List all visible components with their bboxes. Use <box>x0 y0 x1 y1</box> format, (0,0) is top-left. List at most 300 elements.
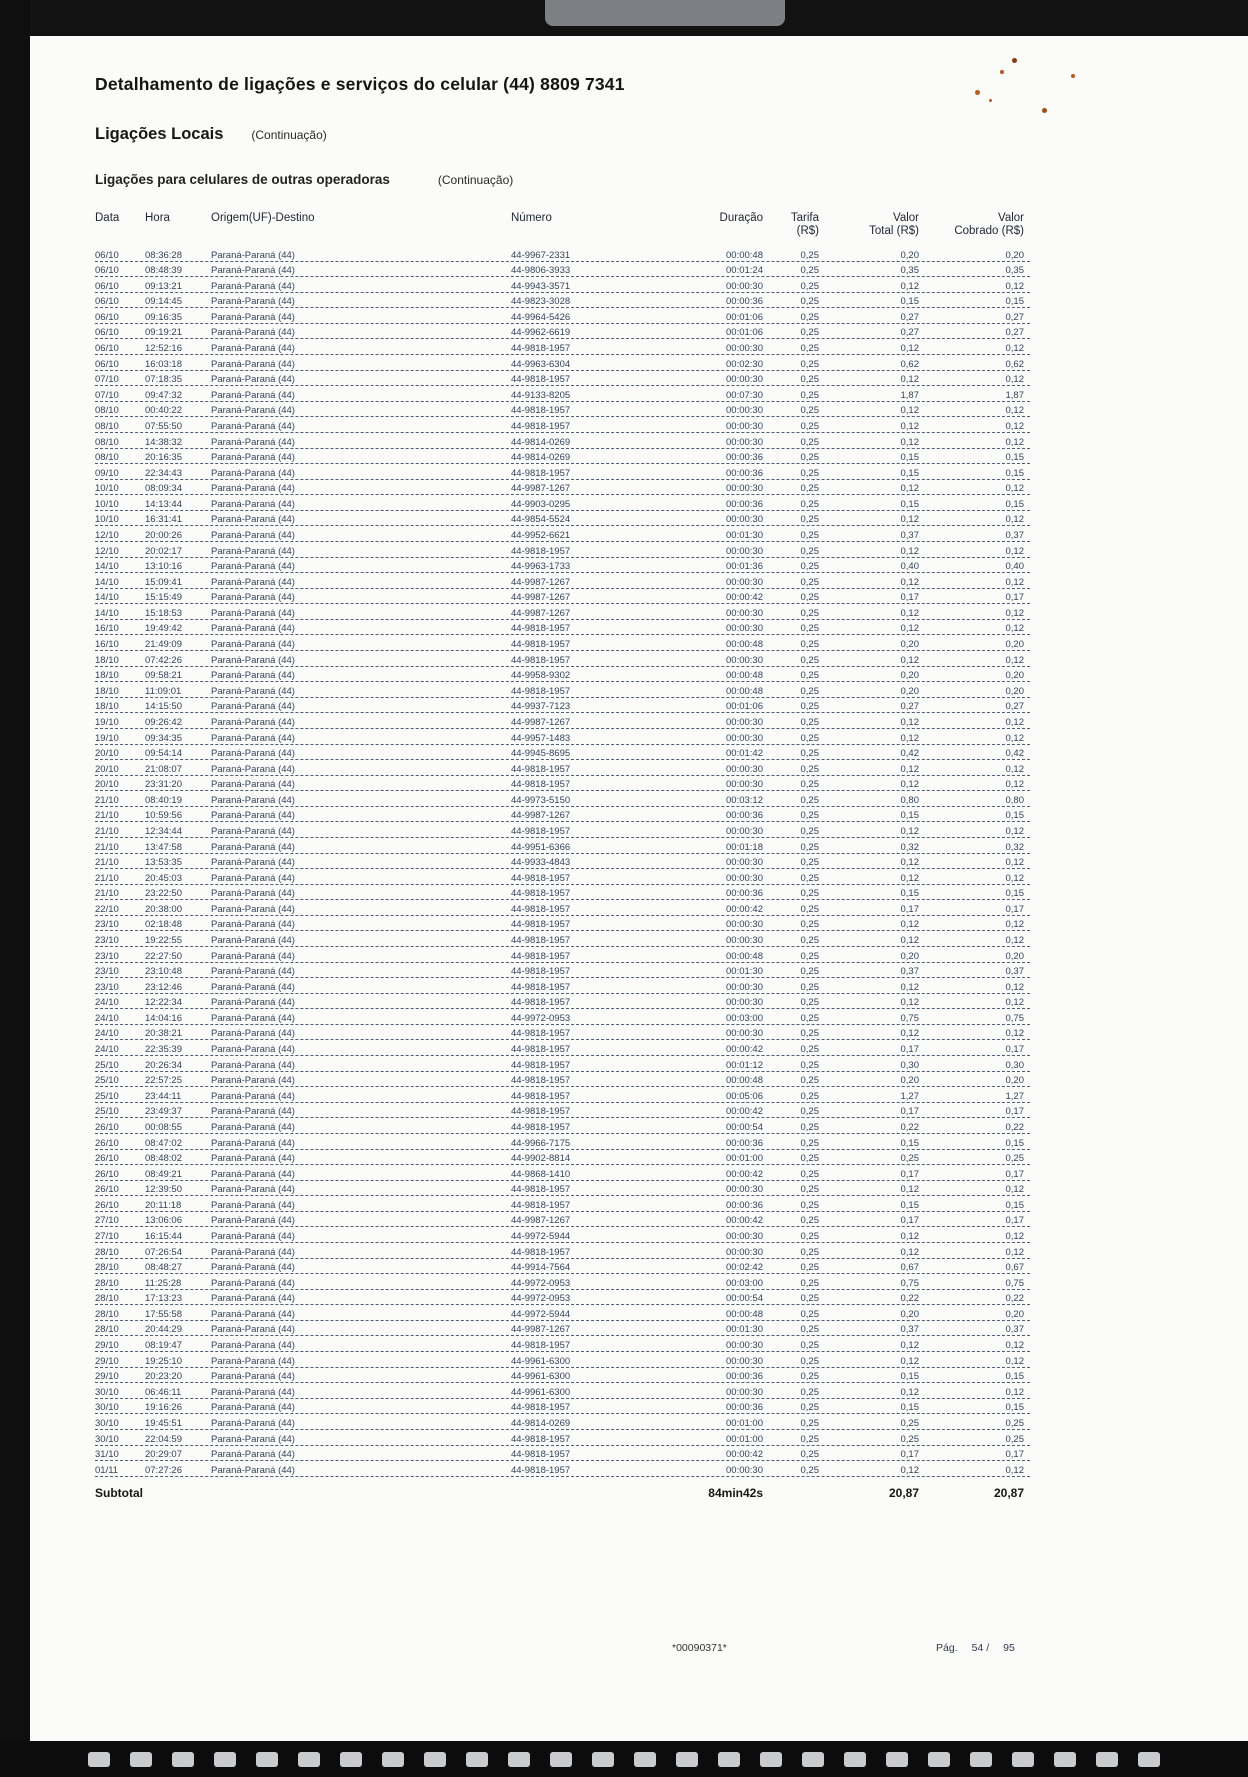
cell-tarifa: 0,25 <box>800 311 819 323</box>
cell-duracao: 00:00:48 <box>726 1075 763 1087</box>
cell-valor-total: 0,17 <box>900 1449 919 1461</box>
cell-hora: 08:48:02 <box>145 1153 182 1165</box>
cell-duracao: 00:00:30 <box>726 280 763 292</box>
cell-tarifa: 0,25 <box>800 1137 819 1149</box>
cell-valor-cobrado: 0,12 <box>1005 343 1024 355</box>
cell-tarifa: 0,25 <box>800 1168 819 1180</box>
cell-hora: 20:16:35 <box>145 452 182 464</box>
cell-valor-cobrado: 0,12 <box>1005 716 1024 728</box>
cell-origem: Paraná-Paraná (44) <box>211 1386 295 1398</box>
cell-data: 19/10 <box>95 716 119 728</box>
call-row <box>95 1227 1030 1243</box>
cell-duracao: 00:00:30 <box>726 1386 763 1398</box>
film-hole <box>256 1752 278 1767</box>
cell-valor-total: 0,62 <box>900 358 919 370</box>
cell-data: 18/10 <box>95 670 119 682</box>
cell-tarifa: 0,25 <box>800 810 819 822</box>
cell-origem: Paraná-Paraná (44) <box>211 732 295 744</box>
cell-valor-cobrado: 0,37 <box>1005 1324 1024 1336</box>
film-hole <box>550 1752 572 1767</box>
cell-duracao: 00:00:48 <box>726 950 763 962</box>
cell-duracao: 00:01:36 <box>726 561 763 573</box>
film-hole <box>88 1752 110 1767</box>
call-row <box>95 1103 1030 1119</box>
cell-valor-total: 0,17 <box>900 1215 919 1227</box>
cell-duracao: 00:00:30 <box>726 1355 763 1367</box>
cell-valor-cobrado: 0,12 <box>1005 280 1024 292</box>
cell-hora: 19:25:10 <box>145 1355 182 1367</box>
cell-origem: Paraná-Paraná (44) <box>211 1184 295 1196</box>
cell-numero: 44-9987-1267 <box>511 1324 571 1336</box>
cell-valor-cobrado: 0,12 <box>1005 623 1024 635</box>
cell-origem: Paraná-Paraná (44) <box>211 529 295 541</box>
cell-hora: 09:47:32 <box>145 389 182 401</box>
cell-tarifa: 0,25 <box>800 1153 819 1165</box>
cell-valor-cobrado: 0,20 <box>1005 670 1024 682</box>
cell-hora: 08:36:28 <box>145 249 182 261</box>
cell-valor-cobrado: 0,12 <box>1005 1386 1024 1398</box>
cell-hora: 00:40:22 <box>145 405 182 417</box>
cell-valor-total: 0,12 <box>900 654 919 666</box>
cell-tarifa: 0,25 <box>800 903 819 915</box>
cell-tarifa: 0,25 <box>800 1121 819 1133</box>
cell-tarifa: 0,25 <box>800 841 819 853</box>
cell-hora: 23:31:20 <box>145 779 182 791</box>
call-row <box>95 433 1030 449</box>
cell-data: 18/10 <box>95 701 119 713</box>
call-row <box>95 1383 1030 1399</box>
cell-valor-total: 0,75 <box>900 1277 919 1289</box>
film-hole <box>130 1752 152 1767</box>
orange-speck <box>1042 108 1047 113</box>
col-header-origem: Origem(UF)-Destino <box>211 212 315 224</box>
cell-valor-total: 0,15 <box>900 467 919 479</box>
cell-tarifa: 0,25 <box>800 576 819 588</box>
cell-origem: Paraná-Paraná (44) <box>211 343 295 355</box>
cell-valor-total: 0,12 <box>900 420 919 432</box>
cell-tarifa: 0,25 <box>800 1246 819 1258</box>
cell-numero: 44-9957-1483 <box>511 732 571 744</box>
cell-valor-total: 0,32 <box>900 841 919 853</box>
cell-data: 09/10 <box>95 467 119 479</box>
col-header-tarifa: Tarifa (R$) <box>790 212 819 237</box>
page-number: 54 / <box>971 1642 990 1654</box>
section-heading <box>95 125 327 144</box>
cell-tarifa: 0,25 <box>800 405 819 417</box>
call-row <box>95 776 1030 792</box>
cell-data: 08/10 <box>95 452 119 464</box>
cell-tarifa: 0,25 <box>800 1464 819 1476</box>
cell-tarifa: 0,25 <box>800 1355 819 1367</box>
call-row <box>95 308 1030 324</box>
cell-hora: 19:49:42 <box>145 623 182 635</box>
film-hole <box>1096 1752 1118 1767</box>
col-header-valor-total: Valor Total (R$) <box>869 212 919 237</box>
cell-origem: Paraná-Paraná (44) <box>211 1308 295 1320</box>
cell-hora: 20:11:18 <box>145 1199 182 1211</box>
cell-duracao: 00:00:48 <box>726 1308 763 1320</box>
call-row <box>95 947 1030 963</box>
cell-origem: Paraná-Paraná (44) <box>211 467 295 479</box>
cell-origem: Paraná-Paraná (44) <box>211 1355 295 1367</box>
cell-numero: 44-9818-1957 <box>511 1106 571 1118</box>
cell-valor-total: 0,12 <box>900 576 919 588</box>
cell-origem: Paraná-Paraná (44) <box>211 1449 295 1461</box>
cell-tarifa: 0,25 <box>800 794 819 806</box>
subtotal-valor-total: 20,87 <box>888 1485 919 1500</box>
cell-hora: 09:14:45 <box>145 296 182 308</box>
cell-numero: 44-9818-1957 <box>511 1433 571 1445</box>
cell-duracao: 00:00:30 <box>726 1340 763 1352</box>
cell-numero: 44-9814-0269 <box>511 452 571 464</box>
cell-data: 24/10 <box>95 1012 119 1024</box>
cell-hora: 08:47:02 <box>145 1137 182 1149</box>
cell-data: 26/10 <box>95 1137 119 1149</box>
call-row <box>95 729 1030 745</box>
cell-data: 23/10 <box>95 935 119 947</box>
cell-hora: 16:03:18 <box>145 358 182 370</box>
call-row <box>95 1181 1030 1197</box>
cell-duracao: 00:00:30 <box>726 374 763 386</box>
cell-data: 24/10 <box>95 997 119 1009</box>
cell-hora: 13:47:58 <box>145 841 182 853</box>
cell-valor-cobrado: 0,42 <box>1005 748 1024 760</box>
cell-numero: 44-9818-1957 <box>511 997 571 1009</box>
cell-valor-total: 0,20 <box>900 685 919 697</box>
cell-duracao: 00:00:36 <box>726 810 763 822</box>
cell-origem: Paraná-Paraná (44) <box>211 1371 295 1383</box>
call-row <box>95 262 1030 278</box>
cell-origem: Paraná-Paraná (44) <box>211 498 295 510</box>
call-row <box>95 464 1030 480</box>
cell-hora: 13:53:35 <box>145 857 182 869</box>
cell-origem: Paraná-Paraná (44) <box>211 1028 295 1040</box>
call-row <box>95 916 1030 932</box>
cell-origem: Paraná-Paraná (44) <box>211 1417 295 1429</box>
cell-hora: 14:15:50 <box>145 701 182 713</box>
cell-numero: 44-9972-0953 <box>511 1012 571 1024</box>
cell-duracao: 00:01:30 <box>726 966 763 978</box>
call-row <box>95 745 1030 761</box>
cell-hora: 21:08:07 <box>145 763 182 775</box>
cell-tarifa: 0,25 <box>800 561 819 573</box>
cell-data: 30/10 <box>95 1417 119 1429</box>
cell-origem: Paraná-Paraná (44) <box>211 607 295 619</box>
cell-valor-cobrado: 0,12 <box>1005 935 1024 947</box>
cell-valor-cobrado: 0,35 <box>1005 265 1024 277</box>
cell-valor-total: 0,27 <box>900 327 919 339</box>
call-row <box>95 604 1030 620</box>
cell-hora: 08:49:21 <box>145 1168 182 1180</box>
page-indicator <box>936 1642 1015 1654</box>
cell-data: 10/10 <box>95 483 119 495</box>
cell-tarifa: 0,25 <box>800 483 819 495</box>
call-row <box>95 698 1030 714</box>
cell-origem: Paraná-Paraná (44) <box>211 280 295 292</box>
cell-numero: 44-9818-1957 <box>511 1184 571 1196</box>
cell-data: 08/10 <box>95 420 119 432</box>
cell-tarifa: 0,25 <box>800 420 819 432</box>
cell-numero: 44-9818-1957 <box>511 545 571 557</box>
cell-tarifa: 0,25 <box>800 701 819 713</box>
cell-data: 26/10 <box>95 1184 119 1196</box>
cell-duracao: 00:03:12 <box>726 794 763 806</box>
cell-numero: 44-9818-1957 <box>511 966 571 978</box>
cell-duracao: 00:00:30 <box>726 997 763 1009</box>
cell-valor-cobrado: 0,80 <box>1005 794 1024 806</box>
cell-valor-cobrado: 0,25 <box>1005 1153 1024 1165</box>
cell-valor-cobrado: 0,12 <box>1005 1464 1024 1476</box>
cell-valor-total: 1,87 <box>900 389 919 401</box>
call-row <box>95 1259 1030 1275</box>
cell-numero: 44-9818-1957 <box>511 405 571 417</box>
cell-valor-cobrado: 0,12 <box>1005 981 1024 993</box>
cell-valor-cobrado: 0,15 <box>1005 888 1024 900</box>
cell-origem: Paraná-Paraná (44) <box>211 841 295 853</box>
cell-numero: 44-9933-4843 <box>511 857 571 869</box>
cell-data: 19/10 <box>95 732 119 744</box>
cell-duracao: 00:01:12 <box>726 1059 763 1071</box>
cell-origem: Paraná-Paraná (44) <box>211 981 295 993</box>
cell-tarifa: 0,25 <box>800 389 819 401</box>
cell-duracao: 00:00:30 <box>726 825 763 837</box>
call-row <box>95 760 1030 776</box>
cell-hora: 13:10:16 <box>145 561 182 573</box>
cell-valor-cobrado: 0,12 <box>1005 872 1024 884</box>
cell-valor-cobrado: 0,12 <box>1005 1028 1024 1040</box>
cell-numero: 44-9945-8695 <box>511 748 571 760</box>
cell-data: 06/10 <box>95 358 119 370</box>
cell-numero: 44-9972-0953 <box>511 1277 571 1289</box>
cell-origem: Paraná-Paraná (44) <box>211 436 295 448</box>
call-row <box>95 542 1030 558</box>
film-hole <box>676 1752 698 1767</box>
cell-tarifa: 0,25 <box>800 467 819 479</box>
cell-duracao: 00:01:06 <box>726 311 763 323</box>
cell-tarifa: 0,25 <box>800 763 819 775</box>
cell-valor-total: 0,22 <box>900 1121 919 1133</box>
call-row <box>95 682 1030 698</box>
cell-duracao: 00:00:42 <box>726 1215 763 1227</box>
cell-valor-total: 0,20 <box>900 950 919 962</box>
cell-numero: 44-9961-6300 <box>511 1386 571 1398</box>
cell-duracao: 00:00:42 <box>726 1168 763 1180</box>
col-header-data: Data <box>95 212 120 224</box>
cell-valor-total: 0,12 <box>900 1246 919 1258</box>
cell-tarifa: 0,25 <box>800 498 819 510</box>
cell-valor-cobrado: 0,25 <box>1005 1417 1024 1429</box>
cell-numero: 44-9814-0269 <box>511 436 571 448</box>
call-row <box>95 1134 1030 1150</box>
cell-data: 24/10 <box>95 1044 119 1056</box>
cell-origem: Paraná-Paraná (44) <box>211 296 295 308</box>
cell-duracao: 00:00:36 <box>726 467 763 479</box>
cell-origem: Paraná-Paraná (44) <box>211 1090 295 1102</box>
cell-data: 18/10 <box>95 654 119 666</box>
cell-hora: 09:13:21 <box>145 280 182 292</box>
cell-duracao: 00:00:42 <box>726 1106 763 1118</box>
cell-hora: 13:06:06 <box>145 1215 182 1227</box>
cell-valor-total: 0,20 <box>900 670 919 682</box>
call-row <box>95 1430 1030 1446</box>
cell-valor-total: 0,15 <box>900 1371 919 1383</box>
cell-valor-total: 0,25 <box>900 1417 919 1429</box>
cell-origem: Paraná-Paraná (44) <box>211 1153 295 1165</box>
col-header-numero: Número <box>511 212 552 224</box>
cell-hora: 09:16:35 <box>145 311 182 323</box>
cell-data: 12/10 <box>95 545 119 557</box>
cell-tarifa: 0,25 <box>800 1433 819 1445</box>
cell-valor-total: 0,37 <box>900 966 919 978</box>
cell-origem: Paraná-Paraná (44) <box>211 1324 295 1336</box>
cell-valor-total: 0,17 <box>900 1044 919 1056</box>
cell-hora: 20:45:03 <box>145 872 182 884</box>
cell-valor-total: 0,15 <box>900 810 919 822</box>
call-row <box>95 838 1030 854</box>
cell-duracao: 00:01:24 <box>726 265 763 277</box>
cell-hora: 14:04:16 <box>145 1012 182 1024</box>
film-hole <box>802 1752 824 1767</box>
cell-valor-total: 0,27 <box>900 701 919 713</box>
cell-valor-cobrado: 0,27 <box>1005 327 1024 339</box>
cell-hora: 20:00:26 <box>145 529 182 541</box>
cell-duracao: 00:00:42 <box>726 903 763 915</box>
cell-valor-cobrado: 0,20 <box>1005 685 1024 697</box>
cell-valor-cobrado: 0,37 <box>1005 966 1024 978</box>
film-hole <box>1012 1752 1034 1767</box>
cell-data: 28/10 <box>95 1246 119 1258</box>
cell-tarifa: 0,25 <box>800 1184 819 1196</box>
film-hole <box>382 1752 404 1767</box>
film-hole <box>172 1752 194 1767</box>
cell-origem: Paraná-Paraná (44) <box>211 420 295 432</box>
cell-duracao: 00:01:06 <box>726 327 763 339</box>
cell-valor-cobrado: 0,27 <box>1005 311 1024 323</box>
cell-origem: Paraná-Paraná (44) <box>211 1106 295 1118</box>
cell-data: 08/10 <box>95 436 119 448</box>
cell-numero: 44-9823-3028 <box>511 296 571 308</box>
cell-numero: 44-9962-6619 <box>511 327 571 339</box>
cell-origem: Paraná-Paraná (44) <box>211 888 295 900</box>
cell-numero: 44-9973-5150 <box>511 794 571 806</box>
cell-origem: Paraná-Paraná (44) <box>211 576 295 588</box>
cell-valor-total: 0,12 <box>900 623 919 635</box>
cell-origem: Paraná-Paraná (44) <box>211 997 295 1009</box>
cell-data: 21/10 <box>95 857 119 869</box>
cell-numero: 44-9818-1957 <box>511 981 571 993</box>
cell-valor-cobrado: 0,15 <box>1005 810 1024 822</box>
film-hole <box>1054 1752 1076 1767</box>
cell-data: 26/10 <box>95 1121 119 1133</box>
subsection-title: Ligações para celulares de outras operadoras <box>95 172 390 187</box>
cell-numero: 44-9818-1957 <box>511 1075 571 1087</box>
cell-data: 14/10 <box>95 576 119 588</box>
cell-valor-total: 0,37 <box>900 529 919 541</box>
cell-tarifa: 0,25 <box>800 1231 819 1242</box>
cell-duracao: 00:00:36 <box>726 452 763 464</box>
cell-valor-total: 0,17 <box>900 903 919 915</box>
call-row <box>95 791 1030 807</box>
call-row <box>95 449 1030 465</box>
cell-numero: 44-9961-6300 <box>511 1355 571 1367</box>
cell-origem: Paraná-Paraná (44) <box>211 1044 295 1056</box>
cell-tarifa: 0,25 <box>800 1386 819 1398</box>
cell-numero: 44-9818-1957 <box>511 888 571 900</box>
cell-data: 26/10 <box>95 1168 119 1180</box>
cell-numero: 44-9814-0269 <box>511 1417 571 1429</box>
film-hole <box>928 1752 950 1767</box>
cell-duracao: 00:00:36 <box>726 1199 763 1211</box>
cell-numero: 44-9818-1957 <box>511 654 571 666</box>
cell-valor-total: 0,12 <box>900 343 919 355</box>
cell-data: 18/10 <box>95 685 119 697</box>
cell-tarifa: 0,25 <box>800 654 819 666</box>
cell-hora: 20:44:29 <box>145 1324 182 1336</box>
subtotal-duracao: 84min42s <box>708 1485 763 1500</box>
cell-numero: 44-9818-1957 <box>511 1090 571 1102</box>
cell-hora: 00:08:55 <box>145 1121 182 1133</box>
cell-valor-cobrado: 0,12 <box>1005 1184 1024 1196</box>
call-row <box>95 963 1030 979</box>
cell-valor-total: 0,15 <box>900 888 919 900</box>
cell-data: 23/10 <box>95 981 119 993</box>
call-row <box>95 1368 1030 1384</box>
cell-duracao: 00:00:30 <box>726 654 763 666</box>
call-row <box>95 620 1030 636</box>
cell-numero: 44-9972-0953 <box>511 1293 571 1305</box>
cell-duracao: 00:00:30 <box>726 732 763 744</box>
cell-data: 24/10 <box>95 1028 119 1040</box>
cell-duracao: 00:00:36 <box>726 498 763 510</box>
cell-data: 25/10 <box>95 1090 119 1102</box>
cell-valor-total: 0,30 <box>900 1059 919 1071</box>
cell-numero: 44-9818-1957 <box>511 1449 571 1461</box>
cell-data: 07/10 <box>95 389 119 401</box>
cell-hora: 23:10:48 <box>145 966 182 978</box>
cell-origem: Paraná-Paraná (44) <box>211 1464 295 1476</box>
call-row <box>95 713 1030 729</box>
cell-valor-cobrado: 0,12 <box>1005 1355 1024 1367</box>
cell-valor-total: 0,12 <box>900 1184 919 1196</box>
cell-valor-total: 0,12 <box>900 1355 919 1367</box>
cell-numero: 44-9818-1957 <box>511 1402 571 1414</box>
cell-hora: 08:48:39 <box>145 265 182 277</box>
cell-duracao: 00:03:00 <box>726 1012 763 1024</box>
cell-duracao: 00:00:30 <box>726 872 763 884</box>
cell-valor-total: 0,12 <box>900 280 919 292</box>
call-row <box>95 1040 1030 1056</box>
cell-tarifa: 0,25 <box>800 607 819 619</box>
call-row <box>95 277 1030 293</box>
call-row <box>95 651 1030 667</box>
call-row <box>95 1399 1030 1415</box>
cell-data: 25/10 <box>95 1075 119 1087</box>
cell-valor-total: 0,12 <box>900 981 919 993</box>
cell-tarifa: 0,25 <box>800 296 819 308</box>
cell-numero: 44-9818-1957 <box>511 950 571 962</box>
cell-valor-cobrado: 0,12 <box>1005 779 1024 791</box>
cell-valor-cobrado: 0,20 <box>1005 950 1024 962</box>
cell-tarifa: 0,25 <box>800 748 819 760</box>
cell-data: 06/10 <box>95 280 119 292</box>
cell-valor-total: 0,20 <box>900 249 919 261</box>
cell-data: 10/10 <box>95 498 119 510</box>
cell-numero: 44-9987-1267 <box>511 592 571 604</box>
cell-valor-cobrado: 0,75 <box>1005 1277 1024 1289</box>
scan-edge-top <box>0 0 1248 36</box>
cell-duracao: 00:02:42 <box>726 1262 763 1274</box>
cell-valor-cobrado: 0,12 <box>1005 763 1024 775</box>
